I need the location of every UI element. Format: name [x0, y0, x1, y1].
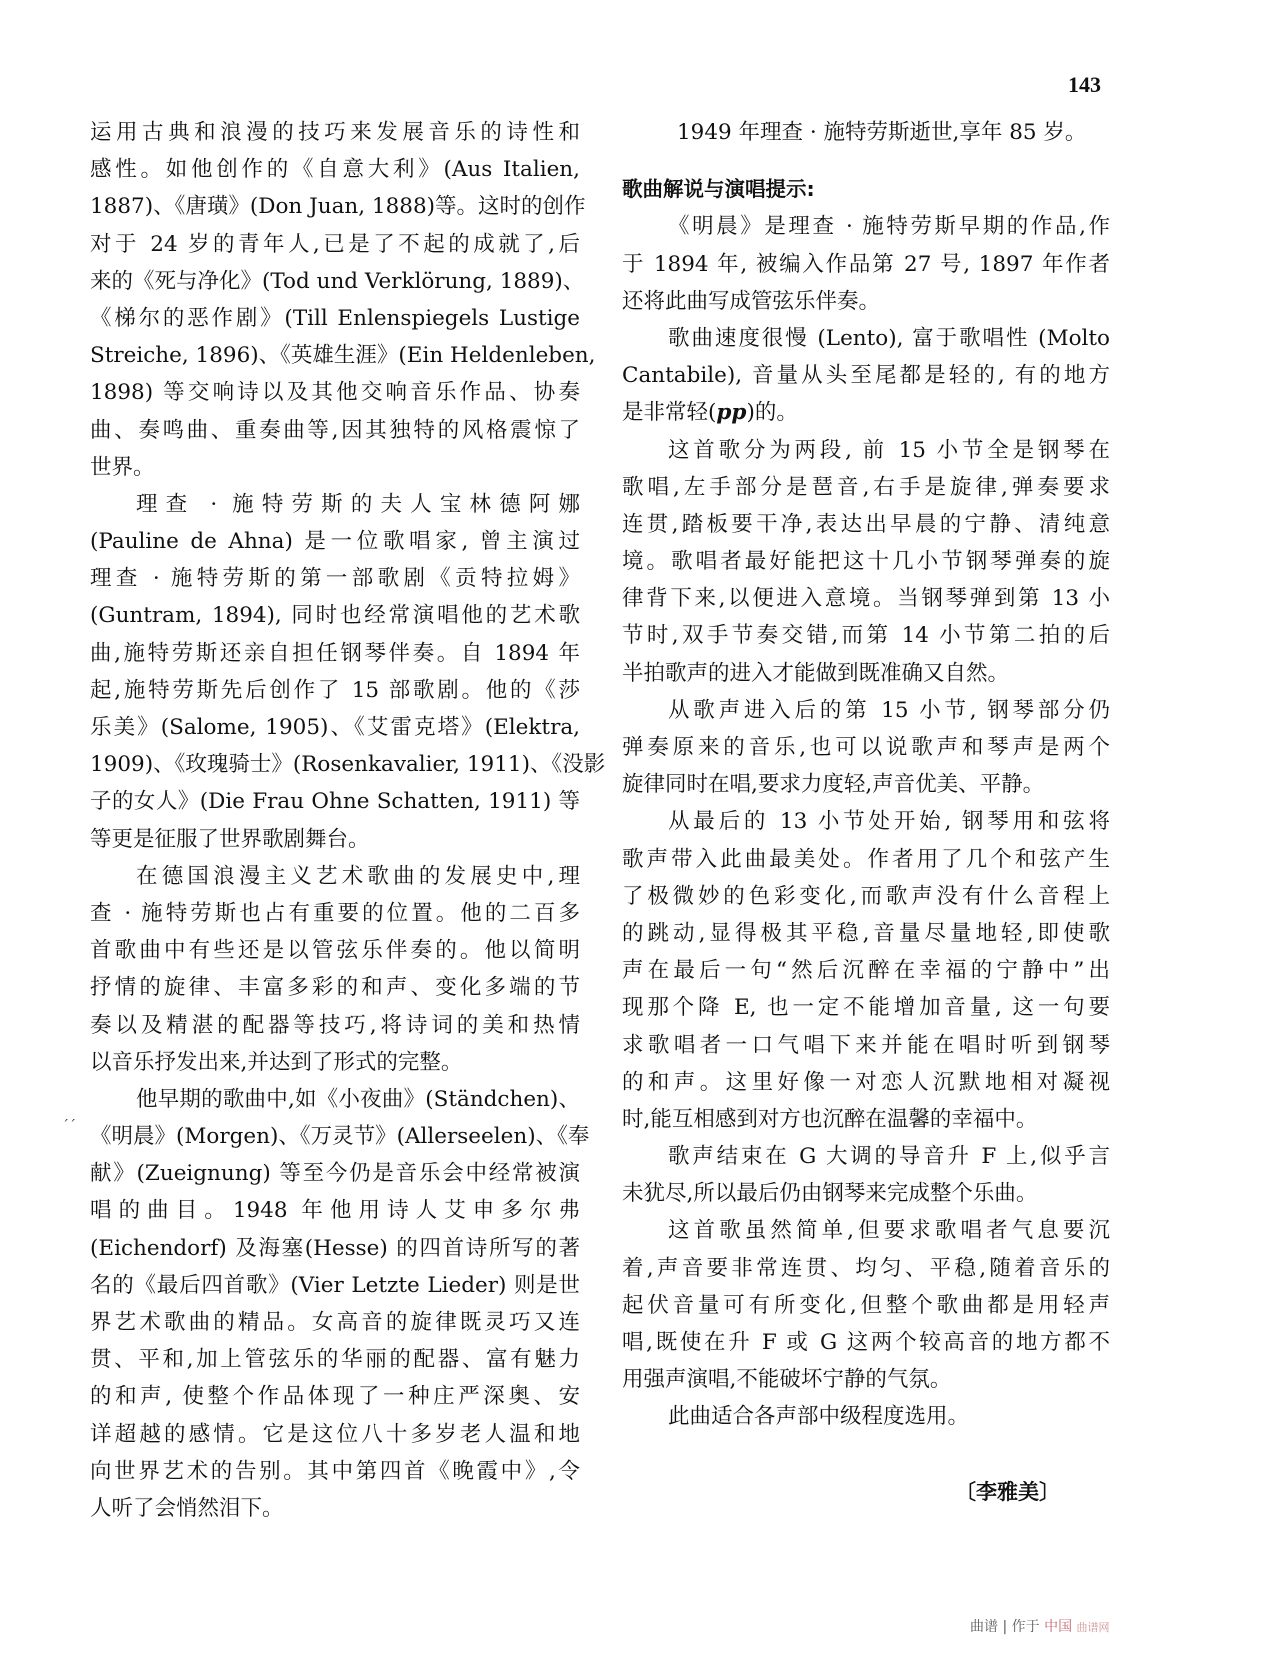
text-line: 向世界艺术的告别。其中第四首《晚霞中》,令 — [90, 1458, 580, 1484]
text-line: 弹奏原来的音乐,也可以说歌声和琴声是两个 — [622, 735, 1110, 760]
text-line: 对于 24 岁的青年人,已是了不起的成就了,后 — [90, 231, 580, 257]
text-line: 求歌唱者一口气唱下来并能在唱时听到钢琴 — [622, 1032, 1110, 1058]
text-line: 理查 · 施特劳斯的第一部歌剧《贡特拉姆》 — [90, 566, 580, 592]
paragraph-first-line: 理查 · 施特劳斯的夫人宝林德阿娜 — [136, 491, 580, 517]
paragraph-first-line: 此曲适合各声部中级程度选用。 — [668, 1404, 970, 1430]
text-line: 《梯尔的恶作剧》(Till Enlenspiegels Lustige — [90, 305, 580, 331]
text-line: 唱的曲目。1948 年他用诗人艾申多尔弗 — [90, 1198, 580, 1224]
text-line: 未犹尽,所以最后仍由钢琴来完成整个乐曲。 — [622, 1181, 1038, 1207]
text-line: 等更是征服了世界歌剧舞台。 — [90, 826, 370, 852]
text-line: 还将此曲写成管弦乐伴奏。 — [622, 288, 881, 314]
paragraph-first-line: 从歌声进入后的第 15 小节, 钢琴部分仍 — [668, 697, 1110, 723]
text-line: 贯、平和,加上管弦乐的华丽的配器、富有魅力 — [90, 1347, 580, 1373]
text-line: 详超越的感情。它是这位八十多岁老人温和地 — [90, 1421, 580, 1447]
text-line: 献》(Zueignung) 等至今仍是音乐会中经常被演 — [90, 1161, 580, 1187]
text-line: 来的《死与净化》(Tod und Verklörung, 1889)、 — [90, 268, 585, 294]
paragraph-first-line: 歌声结束在 G 大调的导音升 F 上,似乎言 — [668, 1144, 1110, 1170]
text-line: (Eichendorf) 及海塞(Hesse) 的四首诗所写的著 — [90, 1235, 580, 1261]
watermark-prefix: 曲谱 | 作于 — [970, 1619, 1040, 1635]
text-line: 首歌曲中有些还是以管弦乐伴奏的。他以简明 — [90, 938, 580, 964]
text-line: 歌声带入此曲最美处。作者用了几个和弦产生 — [622, 846, 1110, 872]
text-line: 起,施特劳斯先后创作了 15 部歌剧。他的《莎 — [90, 677, 580, 703]
text-line: 曲,施特劳斯还亲自担任钢琴伴奏。自 1894 年 — [90, 640, 580, 666]
left-column — [90, 114, 606, 1527]
text-line: 的和声, 使整个作品体现了一种庄严深奥、安 — [90, 1384, 580, 1410]
text-line: (Pauline de Ahna) 是一位歌唱家, 曾主演过 — [90, 529, 580, 555]
page-number: 143 — [1068, 72, 1101, 97]
text-line: 《明晨》(Morgen)、《万灵节》(Allerseelen)、《奉 — [90, 1124, 590, 1150]
text-line: 于 1894 年, 被编入作品第 27 号, 1897 年作者 — [622, 251, 1110, 277]
text-line: 感性。如他创作的《自意大利》(Aus Italien, — [90, 157, 580, 183]
paragraph-first-line: 在德国浪漫主义艺术歌曲的发展史中,理 — [136, 863, 580, 889]
author-signature: 〔李雅美〕 — [955, 1480, 1060, 1504]
text-line: 现那个降 E, 也一定不能增加音量, 这一句要 — [622, 995, 1110, 1021]
paragraph-first-line: 他早期的歌曲中,如《小夜曲》(Ständchen)、 — [136, 1086, 580, 1112]
text-line: 1898) 等交响诗以及其他交响音乐作品、协奏 — [90, 380, 580, 406]
text-line: 名的《最后四首歌》(Vier Letzte Lieder) 则是世 — [90, 1272, 580, 1298]
text-line: 人听了会悄然泪下。 — [90, 1495, 284, 1521]
text-line: 的跳动,显得极其平稳,音量尽量地轻,即使歌 — [622, 920, 1110, 946]
text-line: 曲、奏鸣曲、重奏曲等,因其独特的风格震惊了 — [90, 417, 580, 443]
text-line: 节时,双手节奏交错,而第 14 小节第二拍的后 — [622, 623, 1110, 649]
text-line: Cantabile), 音量从头至尾都是轻的, 有的地方 — [622, 363, 1110, 389]
text-line: 查 · 施特劳斯也占有重要的位置。他的二百多 — [90, 900, 580, 926]
text-line: 境。歌唱者最好能把这十几小节钢琴弹奏的旋 — [622, 549, 1110, 575]
text-line: 运用古典和浪漫的技巧来发展音乐的诗性和 — [90, 120, 580, 145]
text-line: 界艺术歌曲的精品。女高音的旋律既灵巧又连 — [90, 1310, 580, 1335]
text-line: 时,能互相感到对方也沉醉在温馨的幸福中。 — [622, 1106, 1038, 1132]
paragraph-first-line: 从最后的 13 小节处开始, 钢琴用和弦将 — [668, 809, 1110, 835]
commentary-body — [622, 208, 1110, 1435]
paragraph-first-line: 《明晨》是理查 · 施特劳斯早期的作品,作 — [668, 214, 1110, 240]
text-line: 连贯,踏板要干净,表达出早晨的宁静、清纯意 — [622, 511, 1110, 537]
text-line: 用强声演唱,不能破坏宁静的气氛。 — [622, 1367, 952, 1393]
text-line: 世界。 — [90, 454, 155, 480]
text-line: 歌唱,左手部分是琶音,右手是旋律,弹奏要求 — [622, 474, 1110, 500]
watermark-brand: 中国 — [1044, 1619, 1073, 1635]
section-heading: 歌曲解说与演唱提示: — [622, 177, 815, 202]
text-line: 唱,既使在升 F 或 G 这两个较高音的地方都不 — [622, 1330, 1110, 1355]
site-watermark — [970, 1614, 1160, 1635]
text-line: 以音乐抒发出来,并达到了形式的完整。 — [90, 1049, 463, 1075]
text-line: 1909)、《玫瑰骑士》(Rosenkavalier, 1911)、《没影 — [90, 752, 606, 778]
margin-mark: ˊˊ — [62, 1118, 76, 1134]
text-line: 乐美》(Salome, 1905)、《艾雷克塔》(Elektra, — [90, 715, 580, 740]
text-line: 半拍歌声的进入才能做到既准确又自然。 — [622, 660, 1010, 686]
text-line: 声在最后一句“然后沉醉在幸福的宁静中”出 — [622, 958, 1110, 984]
section-gap — [622, 151, 1110, 171]
text-line: 起伏音量可有所变化,但整个歌曲都是用轻声 — [622, 1292, 1110, 1318]
text-line: 着,声音要非常连贯、均匀、平稳,随着音乐的 — [622, 1255, 1110, 1281]
text-line: 了极微妙的色彩变化,而歌声没有什么音程上 — [622, 883, 1110, 909]
paragraph-first-line: 这首歌分为两段, 前 15 小节全是钢琴在 — [668, 437, 1110, 463]
right-column — [622, 114, 1110, 1436]
text-line: 的和声。这里好像一对恋人沉默地相对凝视 — [622, 1069, 1110, 1095]
paragraph-first-line: 这首歌虽然简单,但要求歌唱者气息要沉 — [668, 1218, 1110, 1244]
text-line: 律背下来,以便进入意境。当钢琴弹到第 13 小 — [622, 586, 1110, 612]
text-line: 是非常轻(pp)的。 — [622, 400, 798, 426]
watermark-site: 曲谱网 — [1076, 1621, 1110, 1634]
text-line: 旋律同时在唱,要求力度轻,声音优美、平静。 — [622, 772, 1045, 798]
paragraph-first-line: 歌曲速度很慢 (Lento), 富于歌唱性 (Molto — [668, 325, 1110, 351]
text-line: Streiche, 1896)、《英雄生涯》(Ein Heldenleben, — [90, 343, 596, 369]
text-line: 子的女人》(Die Frau Ohne Schatten, 1911) 等 — [90, 789, 580, 815]
text-line: 奏以及精湛的配器等技巧,将诗词的美和热情 — [90, 1012, 580, 1038]
text-line: 抒情的旋律、丰富多彩的和声、变化多端的节 — [90, 975, 580, 1001]
text-line: 1887)、《唐璜》(Don Juan, 1888)等。这时的创作 — [90, 194, 586, 220]
death-note-line: 1949 年理查 · 施特劳斯逝世,享年 85 岁。 — [677, 120, 1087, 145]
text-line: (Guntram, 1894), 同时也经常演唱他的艺术歌 — [90, 603, 580, 629]
